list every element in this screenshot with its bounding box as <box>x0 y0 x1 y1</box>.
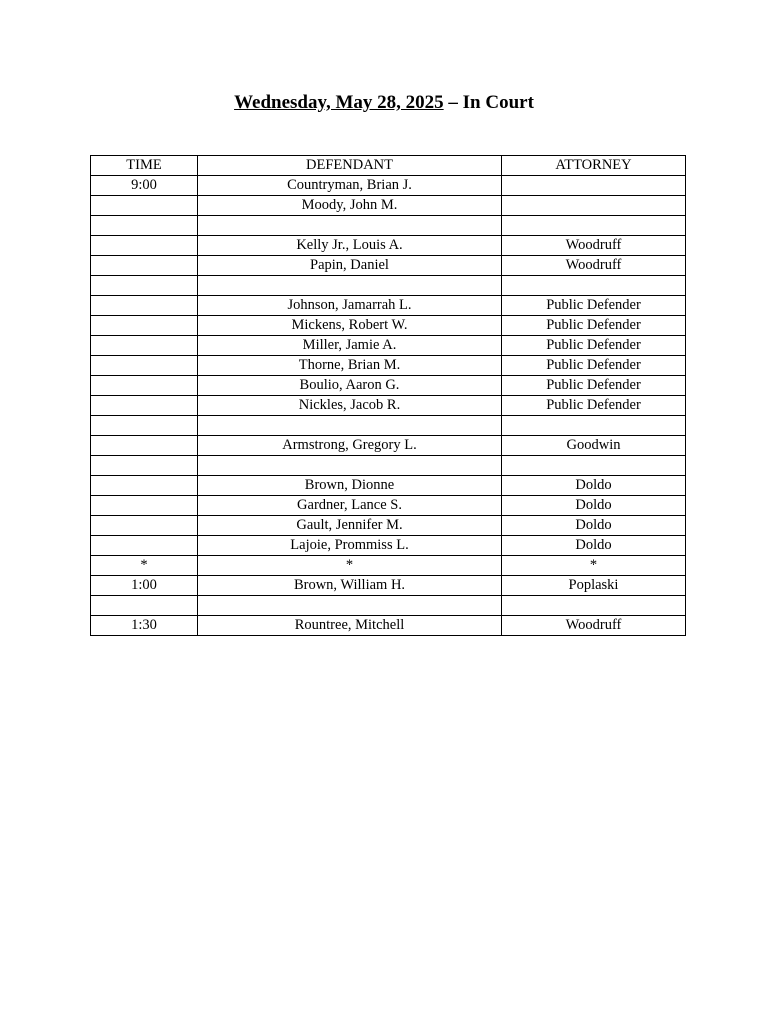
table-row <box>91 576 686 596</box>
table-header-row <box>91 156 686 176</box>
time-cell <box>91 496 198 516</box>
defendant-cell: Brown, William H. <box>198 576 502 596</box>
time-cell <box>91 536 198 556</box>
time-cell <box>91 296 198 316</box>
table-row <box>91 536 686 556</box>
table-row <box>91 336 686 356</box>
time-cell <box>91 596 198 616</box>
attorney-cell: Woodruff <box>502 236 686 256</box>
attorney-cell <box>502 216 686 236</box>
time-cell <box>91 256 198 276</box>
time-cell <box>91 476 198 496</box>
attorney-cell: Doldo <box>502 496 686 516</box>
time-cell <box>91 336 198 356</box>
table-row <box>91 356 686 376</box>
attorney-cell <box>502 276 686 296</box>
attorney-cell: Public Defender <box>502 396 686 416</box>
time-cell <box>91 356 198 376</box>
time-cell: 1:30 <box>91 616 198 636</box>
header-attorney: ATTORNEY <box>502 156 686 176</box>
table-row <box>91 236 686 256</box>
table-row <box>91 496 686 516</box>
time-cell: 9:00 <box>91 176 198 196</box>
time-cell <box>91 376 198 396</box>
defendant-cell: Thorne, Brian M. <box>198 356 502 376</box>
defendant-cell: Gardner, Lance S. <box>198 496 502 516</box>
time-cell <box>91 216 198 236</box>
defendant-cell: Armstrong, Gregory L. <box>198 436 502 456</box>
table-row <box>91 416 686 436</box>
table-row <box>91 216 686 236</box>
time-cell <box>91 396 198 416</box>
table-row <box>91 316 686 336</box>
header-time: TIME <box>91 156 198 176</box>
table-row <box>91 256 686 276</box>
time-cell <box>91 316 198 336</box>
defendant-cell: Johnson, Jamarrah L. <box>198 296 502 316</box>
defendant-cell: Moody, John M. <box>198 196 502 216</box>
attorney-cell: Public Defender <box>502 296 686 316</box>
defendant-cell: Boulio, Aaron G. <box>198 376 502 396</box>
time-cell: 1:00 <box>91 576 198 596</box>
attorney-cell: Woodruff <box>502 256 686 276</box>
attorney-cell <box>502 196 686 216</box>
table-row <box>91 276 686 296</box>
defendant-cell: * <box>198 556 502 576</box>
defendant-cell: Papin, Daniel <box>198 256 502 276</box>
table-row <box>91 376 686 396</box>
title-suffix: – In Court <box>443 92 534 113</box>
table-body <box>91 176 686 636</box>
attorney-cell: Public Defender <box>502 336 686 356</box>
defendant-cell: Countryman, Brian J. <box>198 176 502 196</box>
court-docket-table <box>90 155 686 636</box>
attorney-cell <box>502 416 686 436</box>
table-row <box>91 396 686 416</box>
attorney-cell: Doldo <box>502 536 686 556</box>
attorney-cell: * <box>502 556 686 576</box>
page-title <box>0 92 768 114</box>
defendant-cell: Lajoie, Prommiss L. <box>198 536 502 556</box>
title-date: Wednesday, May 28, 2025 <box>234 92 444 113</box>
time-cell <box>91 436 198 456</box>
defendant-cell: Brown, Dionne <box>198 476 502 496</box>
attorney-cell <box>502 596 686 616</box>
attorney-cell: Woodruff <box>502 616 686 636</box>
attorney-cell: Goodwin <box>502 436 686 456</box>
header-defendant: DEFENDANT <box>198 156 502 176</box>
table-row <box>91 596 686 616</box>
time-cell <box>91 456 198 476</box>
table-row <box>91 436 686 456</box>
time-cell <box>91 516 198 536</box>
defendant-cell: Kelly Jr., Louis A. <box>198 236 502 256</box>
defendant-cell: Nickles, Jacob R. <box>198 396 502 416</box>
attorney-cell: Public Defender <box>502 316 686 336</box>
table-row <box>91 296 686 316</box>
table-row <box>91 516 686 536</box>
table-row <box>91 196 686 216</box>
defendant-cell: Mickens, Robert W. <box>198 316 502 336</box>
defendant-cell <box>198 596 502 616</box>
table-row <box>91 456 686 476</box>
table-row <box>91 616 686 636</box>
time-cell <box>91 236 198 256</box>
defendant-cell <box>198 276 502 296</box>
table-row <box>91 476 686 496</box>
defendant-cell <box>198 456 502 476</box>
defendant-cell <box>198 416 502 436</box>
attorney-cell: Public Defender <box>502 376 686 396</box>
table-row <box>91 556 686 576</box>
attorney-cell: Poplaski <box>502 576 686 596</box>
time-cell <box>91 196 198 216</box>
defendant-cell: Miller, Jamie A. <box>198 336 502 356</box>
attorney-cell <box>502 456 686 476</box>
time-cell <box>91 276 198 296</box>
attorney-cell <box>502 176 686 196</box>
attorney-cell: Doldo <box>502 476 686 496</box>
defendant-cell: Gault, Jennifer M. <box>198 516 502 536</box>
table-row <box>91 176 686 196</box>
time-cell <box>91 416 198 436</box>
time-cell: * <box>91 556 198 576</box>
defendant-cell <box>198 216 502 236</box>
attorney-cell: Doldo <box>502 516 686 536</box>
attorney-cell: Public Defender <box>502 356 686 376</box>
defendant-cell: Rountree, Mitchell <box>198 616 502 636</box>
